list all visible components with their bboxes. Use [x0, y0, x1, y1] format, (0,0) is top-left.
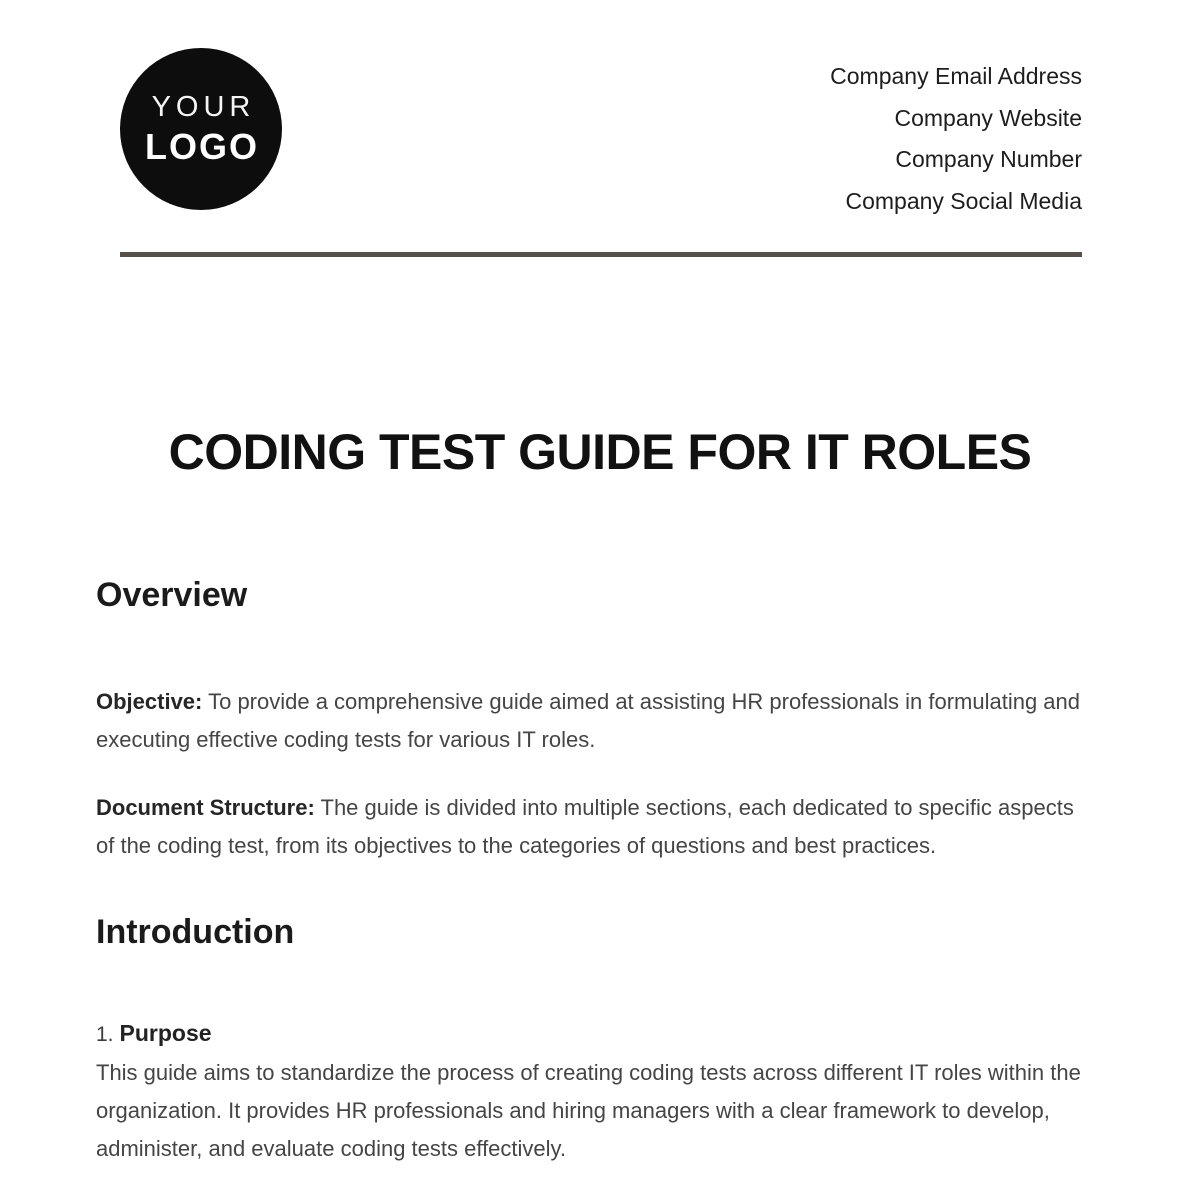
purpose-item-title: Purpose [119, 1020, 212, 1046]
document-header [0, 0, 1200, 222]
company-email-line: Company Email Address [830, 63, 1082, 89]
company-contact-block [830, 48, 1082, 222]
objective-label: Objective: [96, 689, 203, 714]
company-social-media-line: Company Social Media [845, 187, 1082, 214]
document-title: CODING TEST GUIDE FOR IT ROLES [168, 424, 1032, 480]
logo-text-your: YOUR [151, 90, 256, 123]
overview-heading: Overview [96, 576, 248, 614]
purpose-list-item-heading [96, 1018, 1082, 1050]
company-number-line: Company Number [895, 146, 1082, 172]
document-structure-paragraph [96, 789, 1082, 865]
logo-text-logo: LOGO [145, 125, 259, 167]
company-website-line: Company Website [894, 104, 1082, 131]
document-content [0, 576, 1200, 1168]
objective-paragraph [96, 683, 1082, 759]
introduction-heading: Introduction [96, 913, 295, 951]
company-logo [120, 48, 282, 210]
objective-text: To provide a comprehensive guide aimed at assisting HR professionals in formulating and executing effective coding tests for various IT roles. [96, 689, 1081, 752]
document-structure-label: Document Structure: [96, 795, 315, 820]
document-structure-text: The guide is divided into multiple sections, each dedicated to specific aspects of the coding test, from its objectives to the categories of questions and best practices. [96, 795, 1074, 858]
purpose-item-number: 1. [96, 1023, 114, 1046]
header-divider [120, 252, 1082, 257]
purpose-paragraph: This guide aims to standardize the process of creating coding tests across different IT roles within the organization. It provides HR professionals and hiring managers with a clear framework to develop, administer, and evaluate coding tests effectively. [96, 1060, 1081, 1161]
